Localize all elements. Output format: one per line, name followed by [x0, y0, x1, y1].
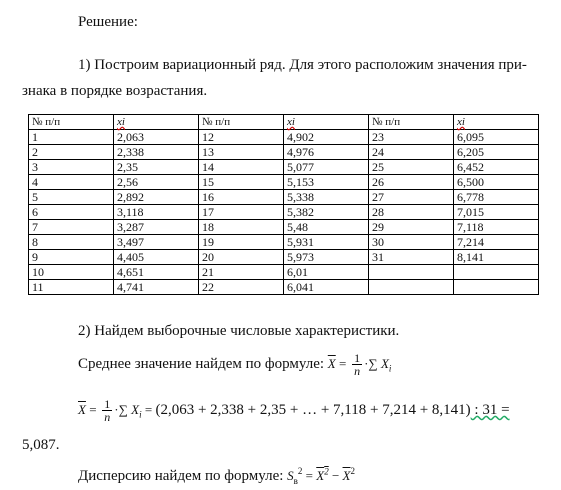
row-number-cell: 31	[369, 250, 454, 265]
row-number-cell: 18	[199, 220, 284, 235]
step1-text-line1: 1) Построим вариационный ряд. Для этого расположим значения при-	[78, 57, 527, 73]
xi-value-cell: 2,56	[114, 175, 199, 190]
header-xi-3	[454, 115, 539, 130]
row-number-cell: 13	[199, 145, 284, 160]
table-row	[29, 265, 539, 280]
xi-value-cell: 5,973	[284, 250, 369, 265]
table-row	[29, 205, 539, 220]
xi-value-cell: 4,405	[114, 250, 199, 265]
xi-value-cell: 4,741	[114, 280, 199, 295]
row-number-cell: 26	[369, 175, 454, 190]
row-number-cell: 9	[29, 250, 114, 265]
mean-label: Среднее значение найдем по формуле:	[78, 355, 325, 372]
xi-value-cell: 7,015	[454, 205, 539, 220]
row-number-cell: 16	[199, 190, 284, 205]
row-number-cell: 27	[369, 190, 454, 205]
row-number-cell: 15	[199, 175, 284, 190]
table-row	[29, 145, 539, 160]
row-number-cell: 28	[369, 205, 454, 220]
xi-value-cell: 7,118	[454, 220, 539, 235]
header-xi-1	[114, 115, 199, 130]
xi-value-cell: 5,382	[284, 205, 369, 220]
mean-formula-line	[78, 352, 391, 378]
header-num-1: № п/п	[29, 115, 114, 130]
table-row	[29, 220, 539, 235]
header-xi-2	[284, 115, 369, 130]
variance-formula-line	[78, 462, 355, 490]
row-number-cell: 20	[199, 250, 284, 265]
step1-text-line2: знака в порядке возрастания.	[22, 83, 208, 99]
xi-value-cell: 5,338	[284, 190, 369, 205]
mean-formula: $\overline{X}$ = $\frac{1}{n}$ ·∑ $X_i$	[327, 351, 392, 378]
row-number-cell: 6	[29, 205, 114, 220]
xi-value-cell: 4,976	[284, 145, 369, 160]
table-row	[29, 160, 539, 175]
xi-value-cell: 3,497	[114, 235, 199, 250]
row-number-cell: 22	[199, 280, 284, 295]
xi-value-cell: 6,205	[454, 145, 539, 160]
variation-series-table	[28, 114, 539, 295]
row-number-cell: 14	[199, 160, 284, 175]
row-number-cell: 11	[29, 280, 114, 295]
header-num-3: № п/п	[369, 115, 454, 130]
xi-value-cell	[454, 265, 539, 280]
row-number-cell	[369, 280, 454, 295]
header-xi-label: xi	[457, 116, 465, 128]
row-number-cell: 3	[29, 160, 114, 175]
xi-value-cell: 2,892	[114, 190, 199, 205]
row-number-cell: 10	[29, 265, 114, 280]
row-number-cell: 24	[369, 145, 454, 160]
row-number-cell: 30	[369, 235, 454, 250]
row-number-cell: 7	[29, 220, 114, 235]
xi-value-cell: 5,077	[284, 160, 369, 175]
xi-value-cell: 6,452	[454, 160, 539, 175]
row-number-cell: 19	[199, 235, 284, 250]
row-number-cell: 23	[369, 130, 454, 145]
variance-formula: $S_в^2 = X^2 - \overline{X}^2$	[287, 466, 355, 486]
row-number-cell: 4	[29, 175, 114, 190]
table-row	[29, 175, 539, 190]
table-row	[29, 190, 539, 205]
step2-title: 2) Найдем выборочные числовые характеристики.	[78, 323, 400, 339]
xi-value-cell: 2,35	[114, 160, 199, 175]
xi-value-cell: 4,651	[114, 265, 199, 280]
row-number-cell: 5	[29, 190, 114, 205]
row-number-cell: 25	[369, 160, 454, 175]
row-number-cell: 12	[199, 130, 284, 145]
variance-label: Дисперсию найдем по формуле:	[78, 468, 284, 484]
xi-value-cell: 4,902	[284, 130, 369, 145]
solution-heading: Решение:	[78, 14, 138, 30]
xi-value-cell: 5,48	[284, 220, 369, 235]
mean-calc-sum: (2,063 + 2,338 + 2,35 + … + 7,118 + 7,214 + 8,141)	[155, 401, 471, 418]
xi-value-cell: 6,01	[284, 265, 369, 280]
table-header-row	[29, 115, 539, 130]
xi-value-cell: 3,118	[114, 205, 199, 220]
row-number-cell: 17	[199, 205, 284, 220]
xi-value-cell: 7,214	[454, 235, 539, 250]
table-row	[29, 235, 539, 250]
mean-calc-lhs: $\overline{X}$ = $\frac{1}{n}$ ·∑ $X_i$ =	[78, 397, 156, 424]
xi-value-cell: 5,931	[284, 235, 369, 250]
row-number-cell	[369, 265, 454, 280]
mean-calculation-line	[78, 398, 510, 424]
header-num-2: № п/п	[199, 115, 284, 130]
row-number-cell: 2	[29, 145, 114, 160]
xi-value-cell: 6,095	[454, 130, 539, 145]
xi-value-cell: 2,338	[114, 145, 199, 160]
header-xi-label: xi	[117, 116, 125, 128]
table-row	[29, 250, 539, 265]
mean-calc-divisor: : 31 =	[470, 401, 510, 418]
table-row	[29, 130, 539, 145]
mean-result: 5,087.	[22, 437, 60, 453]
xi-value-cell: 5,153	[284, 175, 369, 190]
xi-value-cell: 2,063	[114, 130, 199, 145]
xi-value-cell: 6,778	[454, 190, 539, 205]
table-row	[29, 280, 539, 295]
xi-value-cell	[454, 280, 539, 295]
row-number-cell: 29	[369, 220, 454, 235]
row-number-cell: 1	[29, 130, 114, 145]
row-number-cell: 21	[199, 265, 284, 280]
header-xi-label: xi	[287, 116, 295, 128]
row-number-cell: 8	[29, 235, 114, 250]
xi-value-cell: 6,500	[454, 175, 539, 190]
xi-value-cell: 6,041	[284, 280, 369, 295]
xi-value-cell: 3,287	[114, 220, 199, 235]
xi-value-cell: 8,141	[454, 250, 539, 265]
